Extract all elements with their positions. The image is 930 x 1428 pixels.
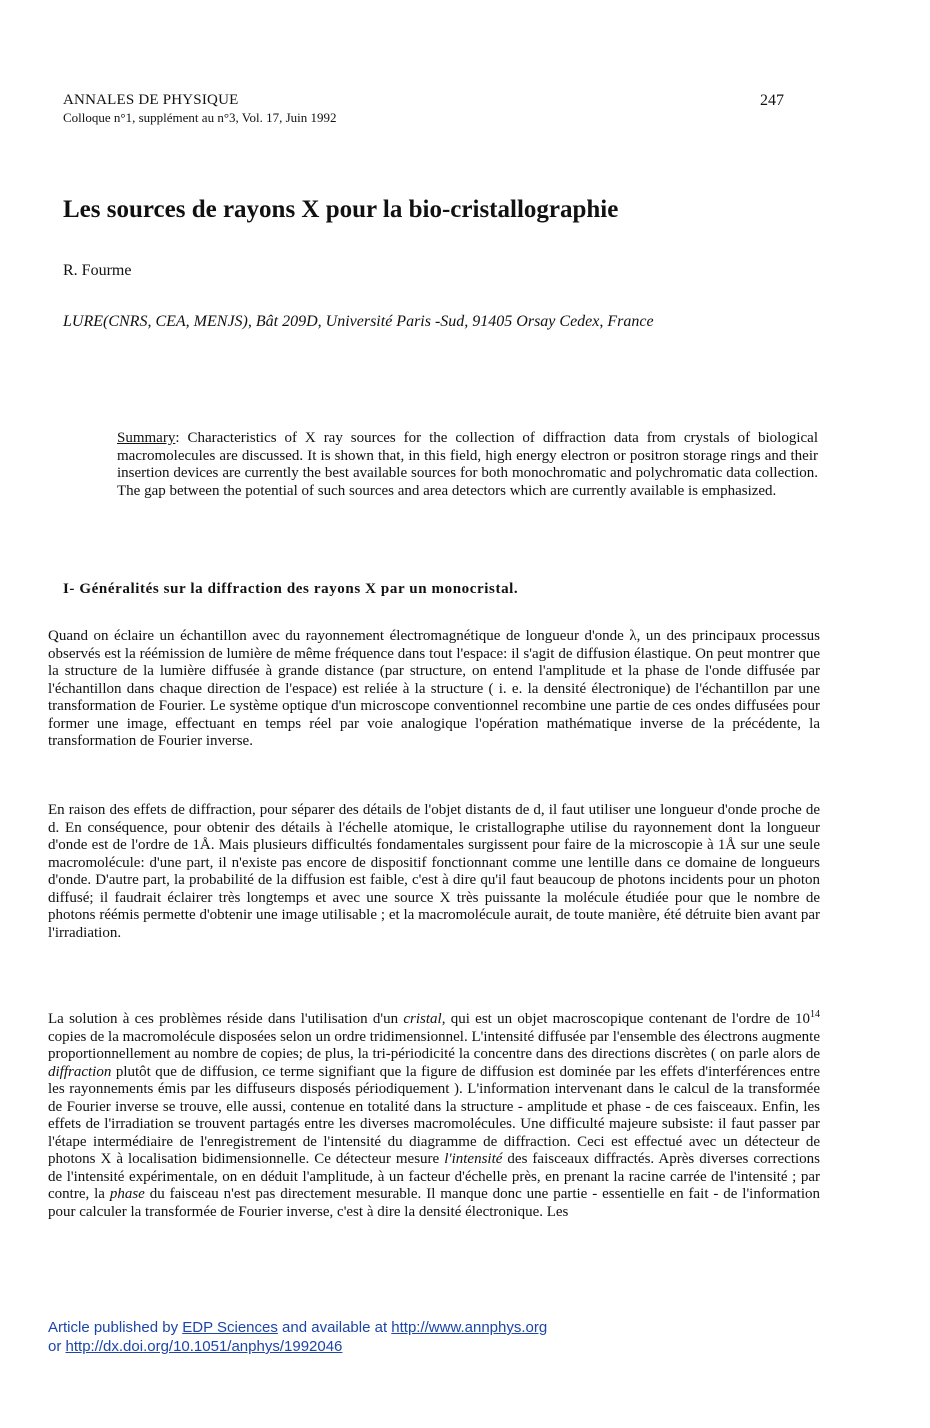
- p3-text: des faisceaux diffractés. Après diverses corrections de l'intensité expérimentale, on en déduit l'amplitude, à un facteur d'échelle près, en prenant la racine carrée de l'intensité ; par contre, la: [48, 1151, 820, 1202]
- paragraph-2: En raison des effets de diffraction, pour séparer des détails de l'objet distants de d, il faut utiliser une longueur d'onde proche de d. En conséquence, pour obtenir des détails à l'échelle atomique, le cristallographe utilise du rayonnement dont la longueur d'onde est de l'ordre de 1Å. Mais plusieurs difficultés fondamentales surgissent pour faire de la microscopie à 1Å sur une seule macromolécule: d'une part, il n'existe pas encore de dispositif fonctionnant comme une lentille dans ce domaine de longueurs d'onde. D'autre part, la probabilité de la diffusion est faible, c'est à dire qu'il faut beaucoup de photons incidents pour un photon diffusé; il faudrait éclairer très longtemps et avec une source X très puissante la molécule étudiée pour que le nombre de photons réémis permette d'obtenir une image utilisable ; et la macromolécule aurait, de toute manière, été détruite bien avant par l'irradiation.: [48, 802, 820, 941]
- summary-block: [117, 430, 818, 500]
- p3-exponent: 14: [810, 1009, 821, 1020]
- p3-text: , qui est un objet macroscopique contenant de l'ordre de 10: [441, 1011, 811, 1027]
- p3-emph-phase: phase: [109, 1186, 145, 1202]
- p3-text: plutôt que de diffusion, ce terme signifiant que la figure de diffusion est dominée par les effets d'interférences entre les rayonnements émis par les diffuseurs disposés périodiquement ). L'information intervenant dans le calcul de la transformée de Fourier inverse se trouve, elle aussi, contenue en totalité dans la structure - amplitude et phase - de ces faisceaux. Enfin, les effets de l'irradiation se trouvent partagés entre les diverses macromolécules. Une difficulté majeure subsiste: il faut passer par l'étape intermédiaire de l'enregistrement de l'intensité du diagramme de diffraction. Ceci est effectué avec un détecteur de photons X à localisation bidimensionnelle. Ce détecteur mesure: [48, 1063, 820, 1167]
- site-link[interactable]: http://www.annphys.org: [391, 1319, 548, 1336]
- footer-middle: and available at: [277, 1319, 392, 1336]
- journal-name: ANNALES DE PHYSIQUE: [63, 92, 239, 108]
- footer-or: or: [48, 1338, 66, 1355]
- affiliation: LURE(CNRS, CEA, MENJS), Bât 209D, Université Paris -Sud, 91405 Orsay Cedex, France: [63, 313, 654, 330]
- footer-line-1: [48, 1318, 547, 1337]
- journal-header: [63, 92, 337, 126]
- publication-footer: [48, 1318, 547, 1356]
- author: R. Fourme: [63, 262, 132, 279]
- p3-text: La solution à ces problèmes réside dans l'utilisation d'un: [48, 1011, 404, 1027]
- section-heading: I- Généralités sur la diffraction des rayons X par un monocristal.: [63, 581, 519, 597]
- p3-text: du faisceau n'est pas directement mesurable. Il manque donc une partie - essentielle en fait - de l'information pour calculer la transformée de Fourier inverse, c'est à dire la densité électronique. Les: [48, 1186, 820, 1220]
- summary-text: : Characteristics of X ray sources for the collection of diffraction data from crystals of biological macromolecules are discussed. It is shown that, in this field, high energy electron or positron storage rings and their insertion devices are currently the best available sources for both monochromatic and polychromatic data collection. The gap between the potential of such sources and area detectors which are currently available is emphasized.: [117, 430, 818, 499]
- summary-label: Summary: [117, 430, 176, 446]
- p3-emph-intensite: l'intensité: [444, 1151, 503, 1167]
- p3-text: copies de la macromolécule disposées selon un ordre tridimensionnel. L'intensité diffusée par l'ensemble des électrons augmente proportionnellement au nombre de copies; de plus, la tri-périodicité la concentre dans des directions discrètes ( on parle alors de: [48, 1028, 820, 1062]
- paragraph-1: Quand on éclaire un échantillon avec du rayonnement électromagnétique de longueur d'onde λ, un des principaux processus observés est la réémission de lumière de même fréquence dans tout l'espace: il s'agit de diffusion élastique. On peut montrer que la structure de la lumière diffusée à grande distance (par structure, on entend l'amplitude et la phase de l'onde diffusée par l'échantillon dans chaque direction de l'espace) est reliée à la structure ( i. e. la densité électronique) de l'échantillon par une transformation de Fourier. Le système optique d'un microscope conventionnel recombine une partie de ces ondes diffusées pour former une image, effectuant en temps réel par voie analogique l'opération mathématique inverse de la précédente, la transformation de Fourier inverse.: [48, 628, 820, 749]
- footer-line-2: [48, 1337, 547, 1356]
- publisher-link[interactable]: EDP Sciences: [182, 1319, 278, 1336]
- p3-emph-cristal: cristal: [403, 1011, 442, 1027]
- p3-emph-diffraction: diffraction: [48, 1063, 112, 1080]
- article-title: Les sources de rayons X pour la bio-cristallographie: [63, 196, 619, 223]
- paragraph-3: [48, 1011, 820, 1221]
- issue-info: Colloque n°1, supplément au n°3, Vol. 17, Juin 1992: [63, 110, 337, 125]
- footer-prefix: Article published by: [48, 1319, 183, 1336]
- doi-link[interactable]: http://dx.doi.org/10.1051/anphys/1992046: [65, 1338, 343, 1355]
- page-number: 247: [760, 92, 784, 109]
